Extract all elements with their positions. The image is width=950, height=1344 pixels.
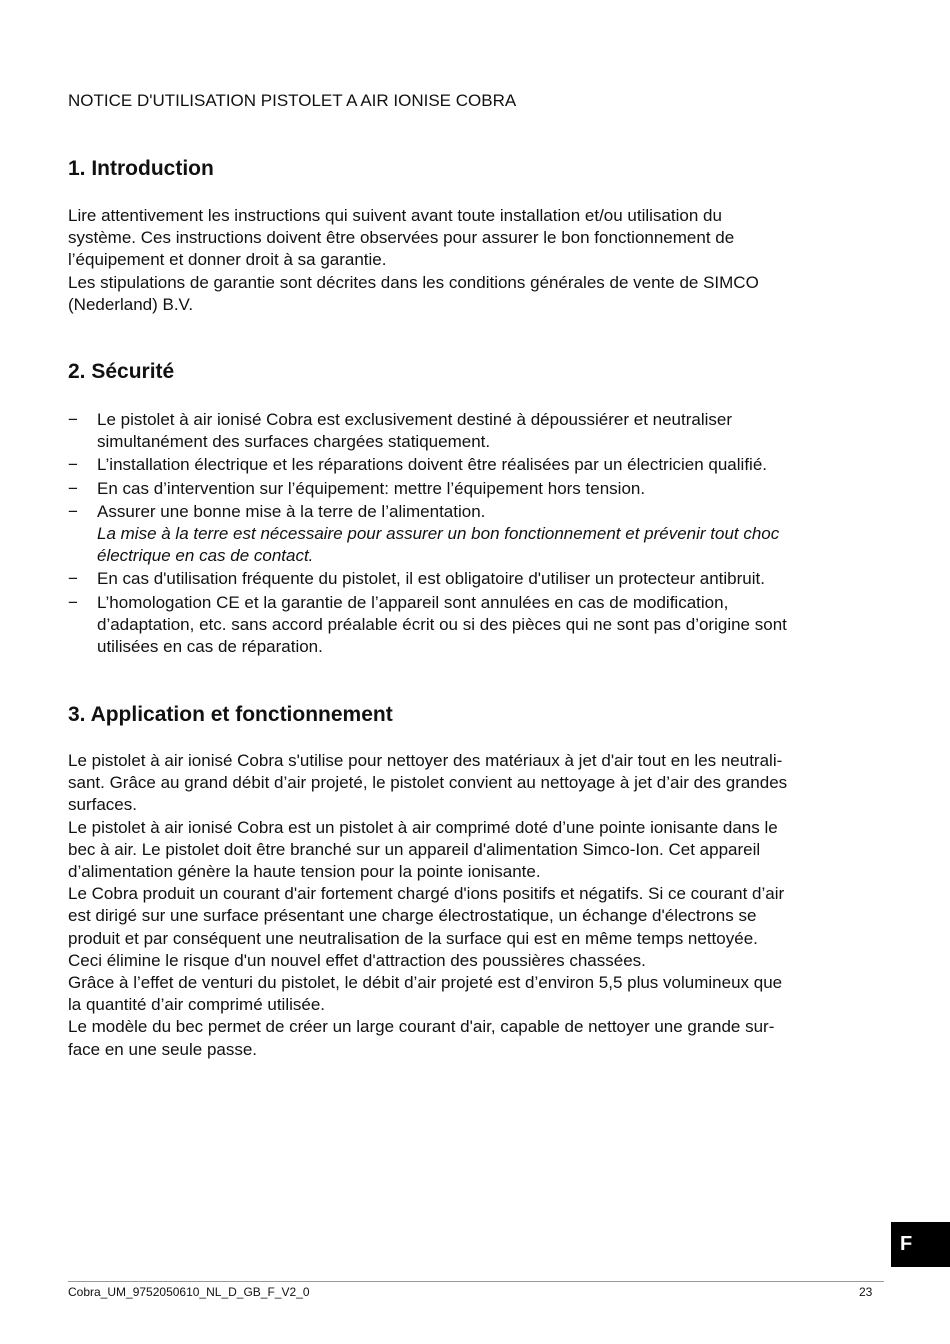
language-tab [891, 1222, 950, 1267]
text-line: En cas d'utilisation fréquente du pistolet, il est obligatoire d'utiliser un protecteur antibruit. [97, 569, 765, 589]
text-line: Le Cobra produit un courant d'air fortement chargé d'ions positifs et négatifs. Si ce courant d’air [68, 884, 785, 904]
text-line: Ceci élimine le risque d'un nouvel effet d'attraction des poussières chassées. [68, 950, 646, 970]
safety-bullet-list [68, 409, 898, 658]
text-line: utilisées en cas de réparation. [97, 637, 323, 657]
text-line: Le pistolet à air ionisé Cobra s'utilise pour nettoyer des matériaux à jet d'air tout en les neutrali- [68, 751, 783, 770]
language-tab-label: F [900, 1233, 913, 1255]
document-title: NOTICE D'UTILISATION PISTOLET A AIR IONISE COBRA [68, 91, 517, 110]
text-line: (Nederland) B.V. [68, 294, 194, 314]
text-line: est dirigé sur une surface présentant une charge électrostatique, un échange d'électrons se [68, 906, 757, 926]
footer-divider [68, 1281, 884, 1282]
text-line: la quantité d’air comprimé utilisée. [68, 995, 326, 1015]
section-heading-securite: 2. Sécurité [68, 360, 175, 383]
list-item [68, 592, 898, 659]
list-item [68, 501, 898, 568]
dash-bullet-icon: − [68, 569, 78, 589]
text-line: l’équipement et donner droit à sa garantie. [68, 250, 387, 270]
text-line: Le pistolet à air ionisé Cobra est exclusivement destiné à dépoussiérer et neutraliser [97, 410, 733, 429]
text-line: Assurer une bonne mise à la terre de l’alimentation. [97, 501, 486, 521]
footer-doc-code: Cobra_UM_9752050610_NL_D_GB_F_V2_0 [68, 1285, 310, 1299]
text-line: L’homologation CE et la garantie de l’appareil sont annulées en cas de modification, [97, 592, 729, 612]
text-line: En cas d’intervention sur l’équipement: mettre l’équipement hors tension. [97, 478, 646, 498]
text-line: d’alimentation génère la haute tension pour la pointe ionisante. [68, 862, 541, 882]
text-line: L’installation électrique et les réparations doivent être réalisées par un électricien qualifié. [97, 455, 767, 475]
italic-note-line: électrique en cas de contact. [97, 546, 314, 566]
text-line: Lire attentivement les instructions qui suivent avant toute installation et/ou utilisation du [68, 206, 722, 225]
section-heading-application: 3. Application et fonctionnement [68, 703, 393, 726]
text-line: simultanément des surfaces chargées statiquement. [97, 432, 491, 452]
text-line: Grâce à l’effet de venturi du pistolet, le débit d’air projeté est d’environ 5,5 plus volumineux que [68, 973, 783, 993]
application-paragraph [68, 750, 888, 1061]
dash-bullet-icon: − [68, 501, 78, 521]
text-line: Les stipulations de garantie sont décrites dans les conditions générales de vente de SIMCO [68, 272, 759, 292]
text-line: système. Ces instructions doivent être observées pour assurer le bon fonctionnement de [68, 228, 735, 248]
text-line: bec à air. Le pistolet doit être branché sur un appareil d'alimentation Simco-Ion. Cet appareil [68, 839, 761, 859]
text-line: Le modèle du bec permet de créer un large courant d'air, capable de nettoyer une grande sur- [68, 1017, 775, 1037]
section-heading-introduction: 1. Introduction [68, 157, 214, 180]
text-line: Le pistolet à air ionisé Cobra est un pistolet à air comprimé doté d’une pointe ionisante dans le [68, 817, 778, 837]
text-line: d’adaptation, etc. sans accord préalable écrit ou si des pièces qui ne sont pas d’origine sont [97, 614, 787, 634]
list-item [68, 409, 898, 453]
introduction-paragraph [68, 205, 888, 316]
list-item [68, 568, 898, 590]
footer-page-number: 23 [859, 1285, 873, 1299]
text-line: sant. Grâce au grand débit d’air projeté, le pistolet convient au nettoyage à jet d’air des grandes [68, 773, 788, 793]
list-item [68, 454, 898, 476]
list-item [68, 478, 898, 500]
text-line: produit et par conséquent une neutralisation de la surface qui est en même temps nettoyée. [68, 928, 758, 948]
italic-note-line: La mise à la terre est nécessaire pour assurer un bon fonctionnement et prévenir tout choc [97, 524, 780, 544]
dash-bullet-icon: − [68, 410, 78, 429]
text-line: surfaces. [68, 795, 137, 815]
dash-bullet-icon: − [68, 478, 78, 498]
dash-bullet-icon: − [68, 592, 78, 612]
dash-bullet-icon: − [68, 455, 78, 475]
text-line: face en une seule passe. [68, 1039, 258, 1059]
